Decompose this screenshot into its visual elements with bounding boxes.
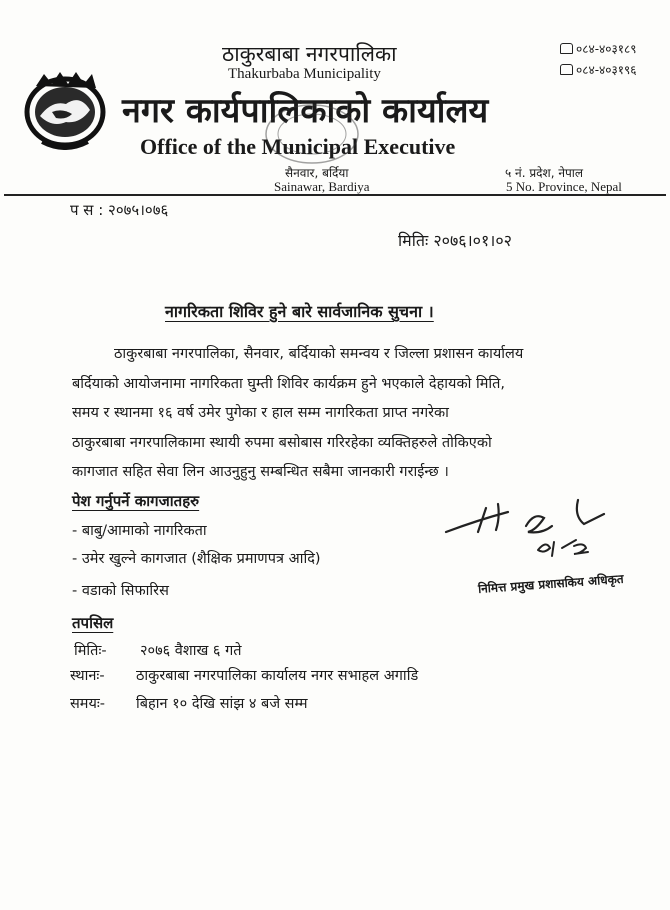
detail-row-place: स्थानः- ठाकुरबाबा नगरपालिका कार्यालय नगर सभाहल अगाडि <box>70 668 419 684</box>
nepal-emblem-icon <box>22 64 108 150</box>
document-item: - बाबु/आमाको नागरिकता <box>72 523 207 539</box>
detail-row-date: मितिः- २०७६ वैशाख ६ गते <box>74 643 242 659</box>
body-line: कागजात सहित सेवा लिन आउनुहुनु सम्बन्धित सबैमा जानकारी गराईन्छ । <box>72 464 449 480</box>
body-line: बर्दियाको आयोजनामा नागरिकता घुम्ती शिविर कार्यक्रम हुने भएकाले देहायको मिति, <box>72 375 506 392</box>
letterhead-divider <box>4 194 666 196</box>
address-nepali: सैनवार, बर्दिया <box>285 166 349 180</box>
phone-number-2: ०८४-४०३१९६ <box>560 61 637 78</box>
province-nepali: ५ नं. प्रदेश, नेपाल <box>505 166 584 180</box>
document-item: - उमेर खुल्ने कागजात (शैक्षिक प्रमाणपत्र आदि) <box>72 551 321 567</box>
telephone-icon <box>560 43 573 54</box>
body-line: ठाकुरबाबा नगरपालिकामा स्थायी रुपमा बसोबास गरिरहेका व्यक्तिहरुले तोकिएको <box>72 434 492 451</box>
telephone-icon <box>560 64 573 75</box>
details-heading: तपसिल <box>72 614 114 632</box>
signatory-title: निमित्त प्रमुख प्रशासकिय अधिकृत <box>477 571 625 596</box>
office-name-english: Office of the Municipal Executive <box>140 134 456 159</box>
body-line: समय र स्थानमा १६ वर्ष उमेर पुगेका र हाल सम्म नागरिकता प्राप्त नगरेका <box>72 405 449 421</box>
province-english: 5 No. Province, Nepal <box>506 179 622 194</box>
phone-number-1: ०८४-४०३१८९ <box>560 40 637 57</box>
notice-title: नागरिकता शिविर हुने बारे सार्वजानिक सुचना । <box>165 302 434 321</box>
reference-number: प स : २०७५।०७६ <box>70 201 169 219</box>
handwritten-signature-icon <box>438 490 618 570</box>
document-item: - वडाको सिफारिस <box>72 583 169 599</box>
office-name-nepali: नगर कार्यपालिकाको कार्यालय <box>122 91 489 131</box>
municipality-name-nepali: ठाकुरबाबा नगरपालिका <box>222 42 397 66</box>
notice-body <box>72 340 596 488</box>
municipality-name-english: Thakurbaba Municipality <box>228 66 381 82</box>
address-english: Sainawar, Bardiya <box>274 179 370 194</box>
documents-heading: पेश गर्नुपर्ने कागजातहरु <box>72 492 200 510</box>
detail-row-time: समयः- बिहान १० देखि सांझ ४ बजे सम्म <box>70 696 308 712</box>
office-stamp-icon <box>262 102 362 166</box>
letter-date: मितिः २०७६।०१।०२ <box>398 231 513 250</box>
body-line: ठाकुरबाबा नगरपालिका, सैनवार, बर्दियाको समन्वय र जिल्ला प्रशासन कार्यालय <box>114 346 524 362</box>
